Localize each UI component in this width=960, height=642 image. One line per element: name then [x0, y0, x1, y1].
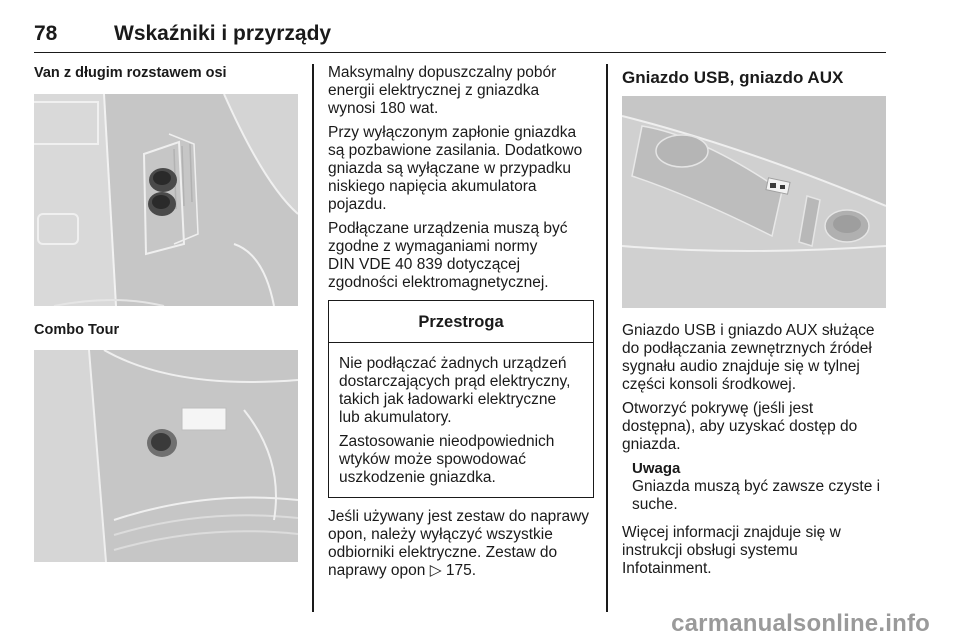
note-box: [622, 460, 888, 514]
column-divider-1: [312, 64, 314, 612]
combo-socket-drawing: [34, 350, 298, 562]
open-cover-text: Otworzyć pokrywę (jeśli jest dostępna), aby uzyskać dostęp do gniazda.: [622, 400, 858, 453]
warning-title: Przestroga: [329, 301, 593, 343]
page-title: Wskaźniki i przyrządy: [114, 22, 332, 45]
usb-aux-location-text: Gniazdo USB i gniazdo AUX służące do podłączania zewnętrznych źródeł sygnału audio znajduje się w tylnej części konsoli środkowej.: [622, 322, 875, 393]
van-socket-illustration: [34, 94, 298, 306]
heading-van: Van z długim rozstawem osi: [34, 65, 227, 81]
combo-socket-illustration: [34, 350, 298, 562]
note-title: Uwaga: [632, 460, 681, 477]
site-watermark: carmanualsonline.info: [671, 610, 930, 637]
column-divider-2: [606, 64, 608, 612]
infotainment-reference-text: Więcej informacji znajduje się w instrukcji obsługi systemu Infotainment.: [622, 524, 841, 577]
heading-combo: Combo Tour: [34, 322, 120, 338]
power-limit-text: Maksymalny dopuszczalny pobór energii elektrycznej z gniazdka wynosi 180 wat.: [328, 64, 557, 117]
standard-compliance-text: Podłączane urządzenia muszą być zgodne z wymaganiami normy DIN VDE 40 839 dotyczącej zgodności elektromagnetycznej.: [328, 220, 568, 291]
usb-aux-drawing: [622, 96, 886, 308]
warning-text-2: Zastosowanie nieodpowiednich wtyków może spowodować uszkodzenie gniazdka.: [339, 433, 555, 486]
warning-text-1: Nie podłączać żadnych urządzeń dostarczających prąd elektryczny, takich jak ładowarki elektryczne lub akumulatory.: [339, 355, 571, 426]
column-3: [622, 64, 888, 88]
page-number: 78: [34, 22, 58, 45]
usb-aux-illustration: [622, 96, 886, 308]
column-2: [328, 64, 594, 586]
note-text: Gniazda muszą być zawsze czyste i suche.: [632, 478, 881, 513]
page-header: [34, 22, 886, 53]
column-1: [34, 64, 298, 82]
ignition-off-text: Przy wyłączonym zapłonie gniazdka są pozbawione zasilania. Dodatkowo gniazda są wyłączane w przypadku niskiego napięcia akumulatora pojazdu.: [328, 124, 583, 213]
usb-aux-text-block: [622, 322, 888, 584]
tyre-repair-sentence: Jeśli używany jest zestaw do naprawy opon, należy wyłączyć wszystkie odbiorniki elektryczne. Zestaw do naprawy opon: [328, 508, 590, 579]
warning-box: [328, 300, 594, 498]
usb-aux-heading: Gniazdo USB, gniazdo AUX: [622, 68, 844, 87]
warning-body: [329, 343, 593, 497]
page-reference-arrow-icon: ▷: [429, 562, 442, 579]
page-reference-number: 175.: [441, 562, 477, 579]
van-socket-drawing: [34, 94, 298, 306]
tyre-repair-text: [328, 508, 594, 580]
